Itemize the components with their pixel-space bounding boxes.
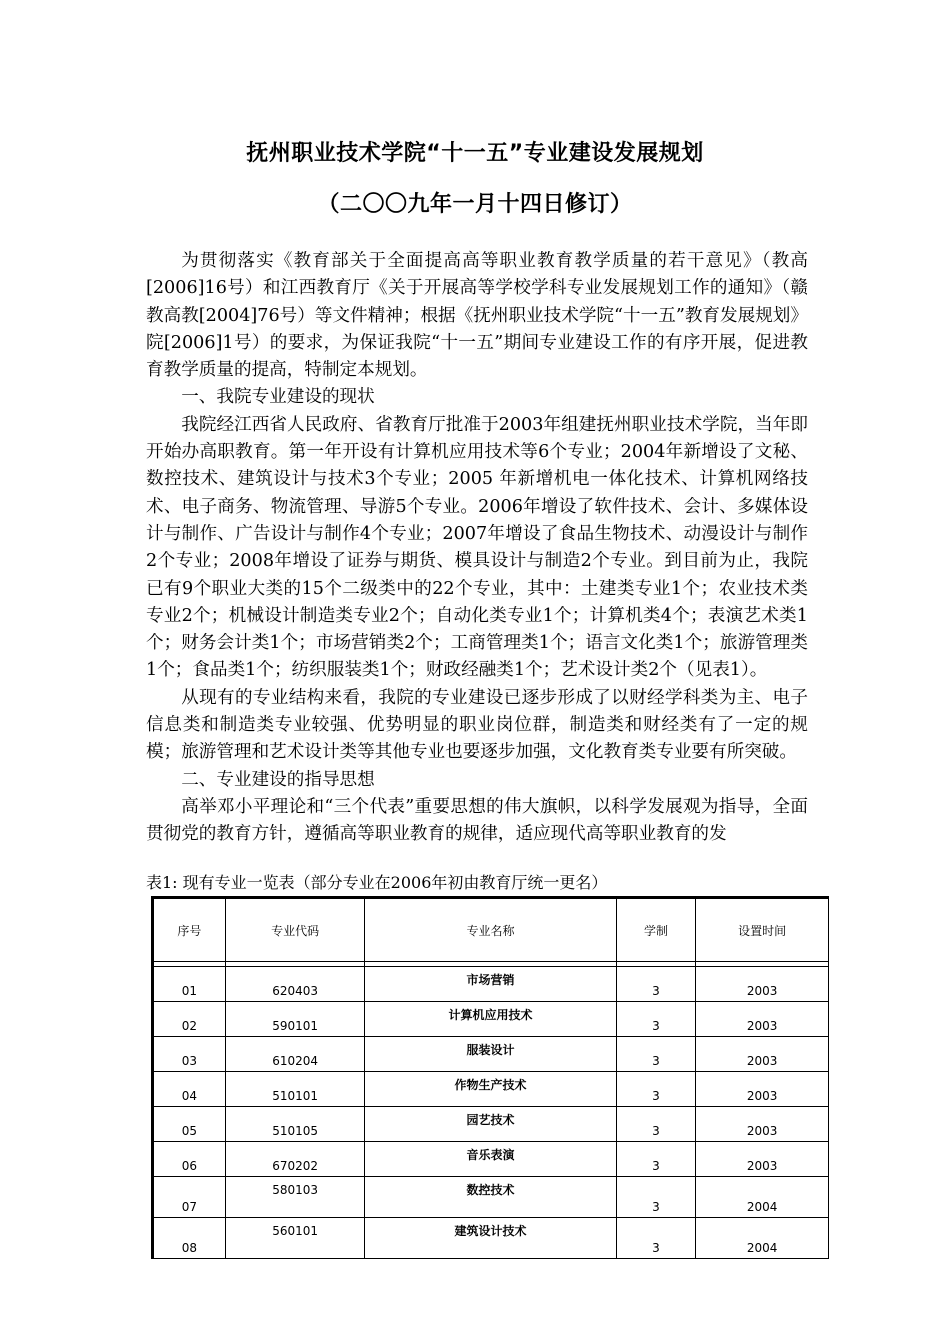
majors-table — [151, 896, 829, 1259]
cell-code: 510105 — [225, 1107, 365, 1142]
cell-code: 560101 — [225, 1218, 365, 1259]
section-heading-2: 二、专业建设的指导思想 — [181, 769, 375, 790]
cell-index: 03 — [153, 1037, 226, 1072]
cell-code: 510101 — [225, 1072, 365, 1107]
cell-index: 08 — [153, 1218, 226, 1259]
cell-index: 05 — [153, 1107, 226, 1142]
cell-code: 590101 — [225, 1002, 365, 1037]
table-row — [153, 1107, 829, 1142]
section-heading-1: 一、我院专业建设的现状 — [181, 387, 375, 408]
document-body — [146, 248, 808, 849]
table-row — [153, 1037, 829, 1072]
cell-years: 3 — [616, 1072, 696, 1107]
cell-name: 服装设计 — [365, 1037, 616, 1072]
header-index: 序号 — [153, 898, 226, 962]
cell-year: 2003 — [696, 967, 829, 1002]
cell-name: 音乐表演 — [365, 1142, 616, 1177]
header-year-established: 设置时间 — [696, 898, 829, 962]
header-years: 学制 — [616, 898, 696, 962]
cell-index: 02 — [153, 1002, 226, 1037]
cell-name: 数控技术 — [365, 1177, 616, 1218]
cell-name: 作物生产技术 — [365, 1072, 616, 1107]
cell-years: 3 — [616, 967, 696, 1002]
header-code: 专业代码 — [225, 898, 365, 962]
table-header-row — [153, 898, 829, 962]
cell-index: 04 — [153, 1072, 226, 1107]
header-name: 专业名称 — [365, 898, 616, 962]
status-paragraph: 我院经江西省人民政府、省教育厅批准于2003年组建抚州职业技术学院，当年即开始办高职教育。第一年开设有计算机应用技术等6个专业；2004年新增设了文秘、数控技术、建筑设计与技术3个专业；2005 年新增机电一体化技术、计算机网络技术、电子商务、物流管理、导游5个专业。2006年增设了软件技术、会计、多媒体设计与制作、广告设计与制作4个专业；2007年增设了食品生物技术、动漫设计与制作2个专业；2008年增设了证券与期货、模具设计与制造2个专业。到目前为止，我院已有9个职业大类的15个二级类中的22个专业，其中：土建类专业1个；农业技术类专业2个；机械设计制造类专业2个；自动化类专业1个；计算机类4个；表演艺术类1个；财务会计类1个；市场营销类2个；工商管理类1个；语言文化类1个；旅游管理类1个；食品类1个；纺织服装类1个；财政经融类1个；艺术设计类2个（见表1）。 — [146, 414, 808, 681]
cell-name: 建筑设计技术 — [365, 1218, 616, 1259]
cell-index: 07 — [153, 1177, 226, 1218]
cell-name: 市场营销 — [365, 967, 616, 1002]
table-caption: 表1: 现有专业一览表（部分专业在2006年初由教育厅统一更名） — [146, 873, 608, 892]
cell-name: 园艺技术 — [365, 1107, 616, 1142]
cell-years: 3 — [616, 1142, 696, 1177]
table-row — [153, 1142, 829, 1177]
cell-years: 3 — [616, 1177, 696, 1218]
table-row — [153, 967, 829, 1002]
cell-index: 01 — [153, 967, 226, 1002]
cell-years: 3 — [616, 1107, 696, 1142]
table-row — [153, 1002, 829, 1037]
document-subtitle: （二〇〇九年一月十四日修订） — [317, 192, 633, 217]
cell-year: 2004 — [696, 1218, 829, 1259]
cell-year: 2003 — [696, 1037, 829, 1072]
intro-paragraph: 为贯彻落实《教育部关于全面提高高等职业教育教学质量的若干意见》（教高[2006]16号）和江西教育厅《关于开展高等学校学科专业发展规划工作的通知》（赣教高教[2004]76号）等文件精神；根据《抚州职业技术学院“十一五”教育发展规划》院[2006]1号）的要求，为保证我院“十一五”期间专业建设工作的有序开展，促进教育教学质量的提高，特制定本规划。 — [146, 251, 808, 381]
cell-years: 3 — [616, 1218, 696, 1259]
table-row — [153, 1072, 829, 1107]
cell-year: 2003 — [696, 1002, 829, 1037]
cell-code: 580103 — [225, 1177, 365, 1218]
cell-code: 670202 — [225, 1142, 365, 1177]
guiding-paragraph: 高举邓小平理论和“三个代表”重要思想的伟大旗帜，以科学发展观为指导，全面贯彻党的教育方针，遵循高等职业教育的规律，适应现代高等职业教育的发 — [146, 796, 808, 845]
cell-year: 2003 — [696, 1142, 829, 1177]
cell-code: 620403 — [225, 967, 365, 1002]
cell-years: 3 — [616, 1037, 696, 1072]
cell-name: 计算机应用技术 — [365, 1002, 616, 1037]
document-title: 抚州职业技术学院“十一五”专业建设发展规划 — [246, 141, 704, 166]
cell-year: 2003 — [696, 1072, 829, 1107]
cell-years: 3 — [616, 1002, 696, 1037]
cell-year: 2004 — [696, 1177, 829, 1218]
structure-paragraph: 从现有的专业结构来看，我院的专业建设已逐步形成了以财经学科类为主、电子信息类和制造类专业较强、优势明显的职业岗位群，制造类和财经类有了一定的规模；旅游管理和艺术设计类等其他专业也要逐步加强，文化教育类专业要有所突破。 — [146, 687, 808, 763]
cell-code: 610204 — [225, 1037, 365, 1072]
cell-year: 2003 — [696, 1107, 829, 1142]
table-row — [153, 1218, 829, 1259]
cell-index: 06 — [153, 1142, 226, 1177]
table-row — [153, 1177, 829, 1218]
